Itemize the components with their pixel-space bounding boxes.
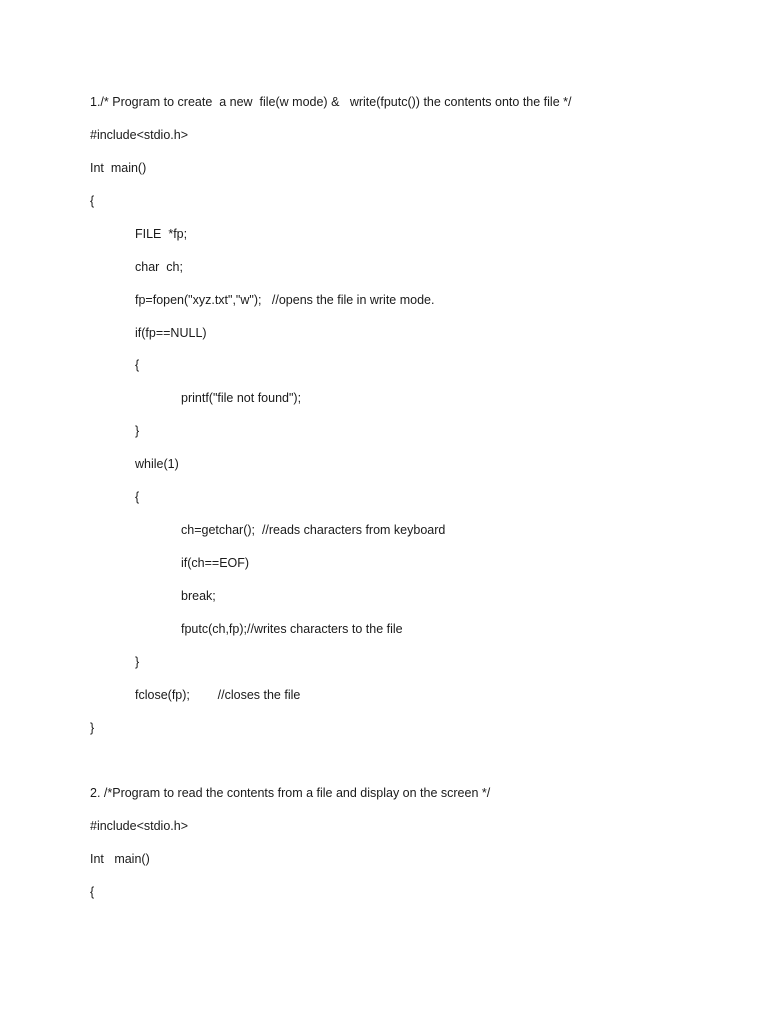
program1-while-line: while(1) [135,457,179,471]
program1-char-decl: char ch; [135,260,183,274]
program1-if-open-brace: { [135,358,140,372]
program1-break-line: break; [181,589,216,603]
program1-printf-line: printf("file not found"); [181,391,302,405]
program1-if-null: if(fp==NULL) [135,326,207,340]
program1-file-decl: FILE *fp; [135,227,188,241]
program1-if-eof: if(ch==EOF) [181,556,250,570]
program1-while-close-brace: } [135,655,140,669]
program1-if-close-brace: } [135,424,140,438]
program1-while-open-brace: { [135,490,140,504]
program1-include: #include<stdio.h> [90,128,188,142]
program2-heading: 2. /*Program to read the contents from a file and display on the screen */ [90,786,491,800]
program2-open-brace: { [90,885,95,899]
program1-close-brace: } [90,721,95,735]
program1-fclose-line: fclose(fp); //closes the file [135,688,301,702]
program1-getchar-line: ch=getchar(); //reads characters from keyboard [181,523,446,537]
program1-fputc-line: fputc(ch,fp);//writes characters to the file [181,622,403,636]
program2-include: #include<stdio.h> [90,819,188,833]
program1-main-decl: Int main() [90,161,147,175]
program1-heading: 1./* Program to create a new file(w mode) & write(fputc()) the contents onto the file */ [90,95,572,109]
program1-open-brace: { [90,194,95,208]
program2-main-decl: Int main() [90,852,150,866]
program1-fopen-line: fp=fopen("xyz.txt","w"); //opens the file in write mode. [135,293,435,307]
